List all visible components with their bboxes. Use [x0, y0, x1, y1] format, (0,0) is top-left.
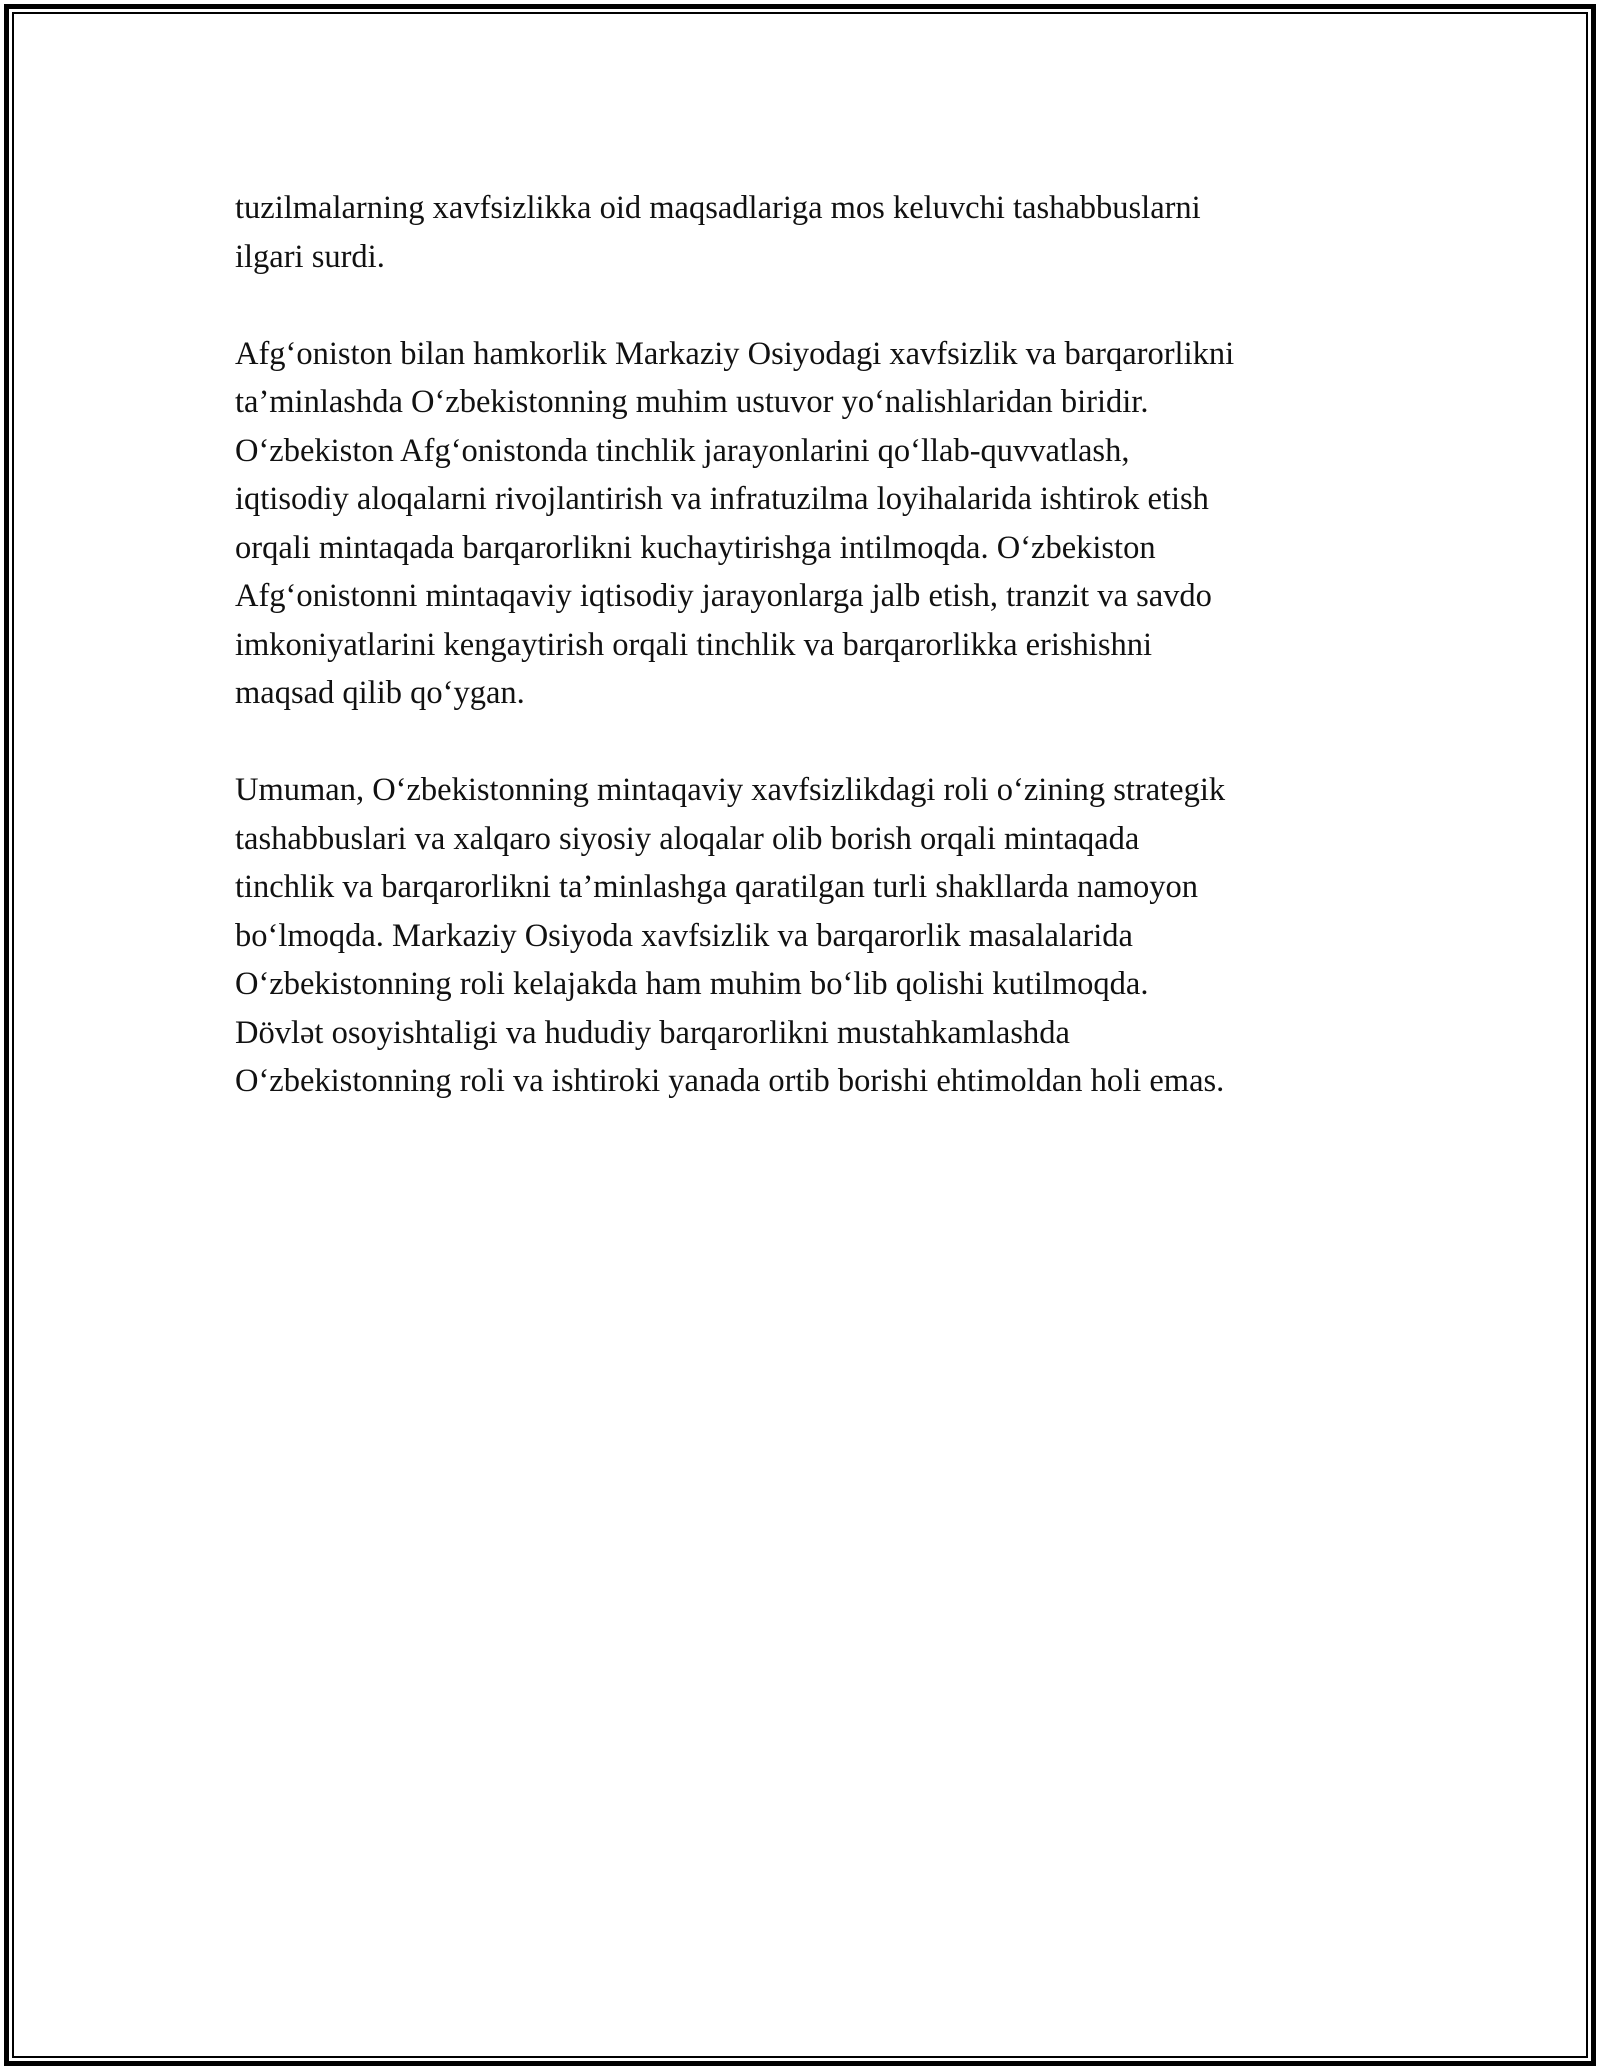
document-body [235, 184, 1375, 1154]
paragraph-2: Afg‘oniston bilan hamkorlik Markaziy Osiyodagi xavfsizlik va barqarorlikni ta’minlashda O‘zbekistonning muhim ustuvor yo‘nalishlaridan biridir. O‘zbekiston Afg‘onistonda tinchlik jarayonlarini qo‘llab-quvvatlash, iqtisodiy aloqalarni rivojlantirish va infratuzilma loyihalarida ishtirok etish orqali mintaqada barqarorlikni kuchaytirishga intilmoqda. O‘zbekiston Afg‘onistonni mintaqaviy iqtisodiy jarayonlarga jalb etish, tranzit va savdo imkoniyatlarini kengaytirish orqali tinchlik va barqarorlikka erishishni maqsad qilib qo‘ygan. [235, 335, 1235, 711]
paragraph-1: tuzilmalarning xavfsizlikka oid maqsadlariga mos keluvchi tashabbuslarni ilgari surdi. [235, 190, 1201, 275]
paragraph-3: Umuman, O‘zbekistonning mintaqaviy xavfsizlikdagi roli o‘zining strategik tashabbuslari va xalqaro siyosiy aloqalar olib borish orqali mintaqada tinchlik va barqarorlikni ta’minlashga qaratilgan turli shakllarda namoyon bo‘lmoqda. Markaziy Osiyoda xavfsizlik va barqarorlik masalalarida O‘zbekistonning roli kelajakda ham muhim bo‘lib qolishi kutilmoqda. Dövlət osoyishtaligi va hududiy barqarorlikni mustahkamlashda O‘zbekistonning roli va ishtiroki yanada ortib borishi ehtimoldan holi emas. [235, 772, 1226, 1099]
